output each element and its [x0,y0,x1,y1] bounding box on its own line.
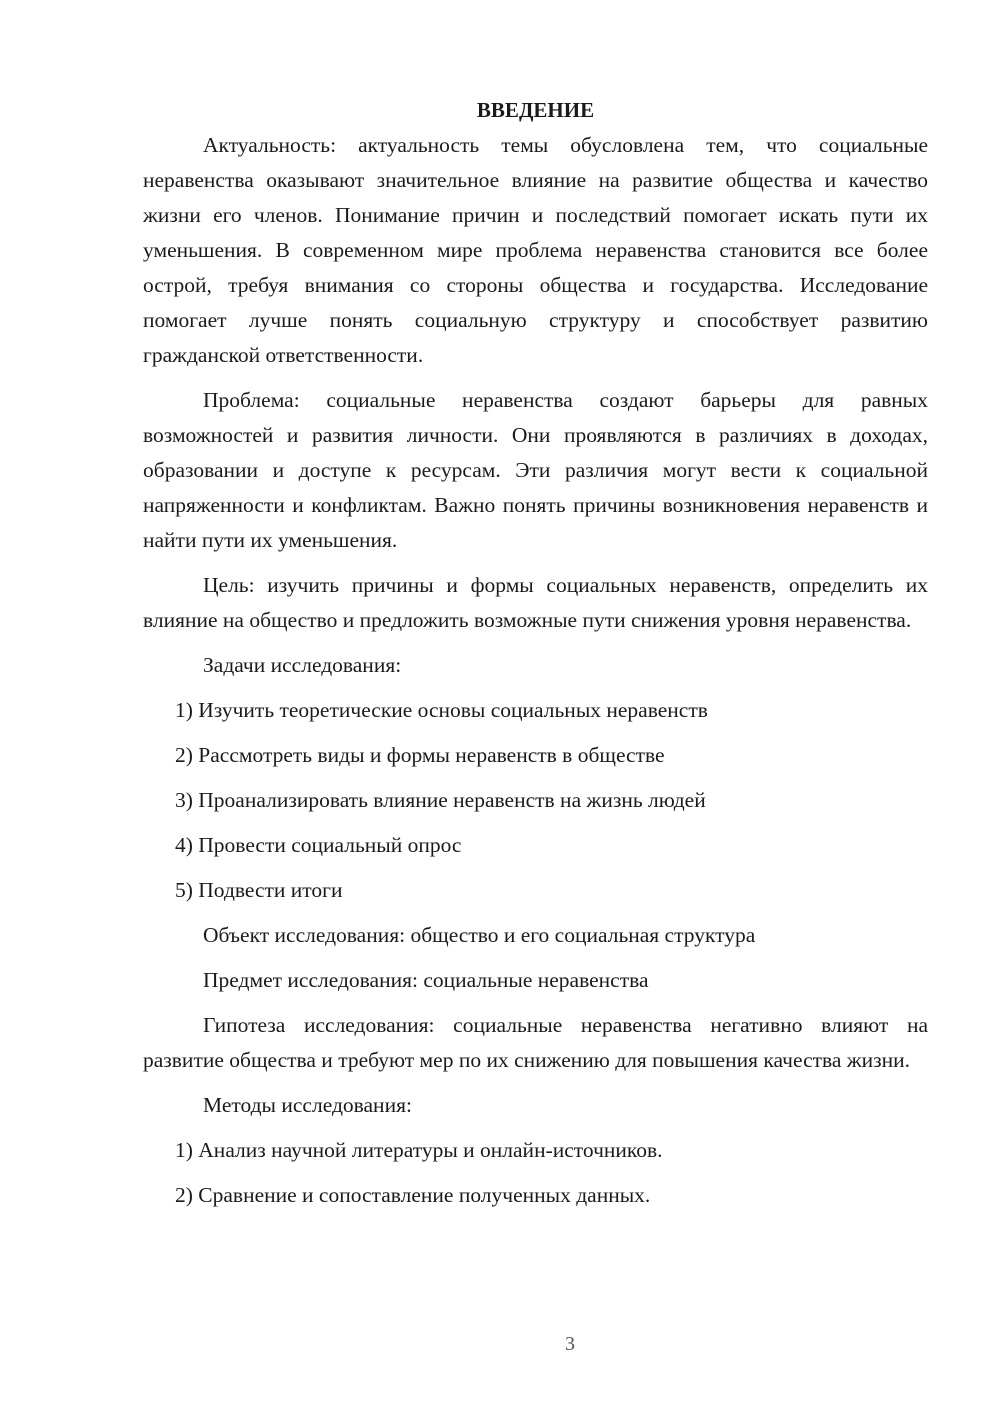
page-content [143,93,928,1213]
problem-paragraph: Проблема: социальные неравенства создают барьеры для равных возможностей и развития личности. Они проявляются в различиях в доходах, образовании и доступе к ресурсам. Эти различия могут вести к социальной напряженности и конфликтам. Важно понять причины возникновения неравенств и найти пути их уменьшения. [143,388,928,552]
spacer [143,998,928,1008]
spacer [143,373,928,383]
method-item: 1) Анализ научной литературы и онлайн-источников. [175,1138,663,1162]
spacer [143,1168,928,1178]
tasks-label: Задачи исследования: [203,653,402,677]
page-number: 3 [565,1333,575,1355]
spacer [143,638,928,648]
goal-paragraph: Цель: изучить причины и формы социальных неравенств, определить их влияние на общество и предложить возможные пути снижения уровня неравенства. [143,573,928,632]
spacer [143,908,928,918]
spacer [143,1123,928,1133]
task-item: 3) Проанализировать влияние неравенств на жизнь людей [175,788,706,812]
methods-label: Методы исследования: [203,1093,412,1117]
hypothesis-paragraph: Гипотеза исследования: социальные неравенства негативно влияют на развитие общества и требуют мер по их снижению для повышения качества жизни. [143,1013,928,1072]
spacer [143,683,928,693]
task-item: 2) Рассмотреть виды и формы неравенств в обществе [175,743,665,767]
spacer [143,1078,928,1088]
task-item: 4) Провести социальный опрос [175,833,462,857]
spacer [143,558,928,568]
subject-line: Предмет исследования: социальные неравенства [203,968,649,992]
object-line: Объект исследования: общество и его социальная структура [203,923,756,947]
spacer [143,863,928,873]
section-heading: ВВЕДЕНИЕ [476,98,595,122]
spacer [143,728,928,738]
task-item: 1) Изучить теоретические основы социальных неравенств [175,698,708,722]
spacer [143,953,928,963]
method-item: 2) Сравнение и сопоставление полученных данных. [175,1183,651,1207]
spacer [143,773,928,783]
task-item: 5) Подвести итоги [175,878,343,902]
relevance-paragraph: Актуальность: актуальность темы обусловлена тем, что социальные неравенства оказывают значительное влияние на развитие общества и качество жизни его членов. Понимание причин и последствий помогает искать пути их уменьшения. В современном мире проблема неравенства становится все более острой, требуя внимания со стороны общества и государства. Исследование помогает лучше понять социальную структуру и способствует развитию гражданской ответственности. [143,133,928,367]
spacer [143,818,928,828]
